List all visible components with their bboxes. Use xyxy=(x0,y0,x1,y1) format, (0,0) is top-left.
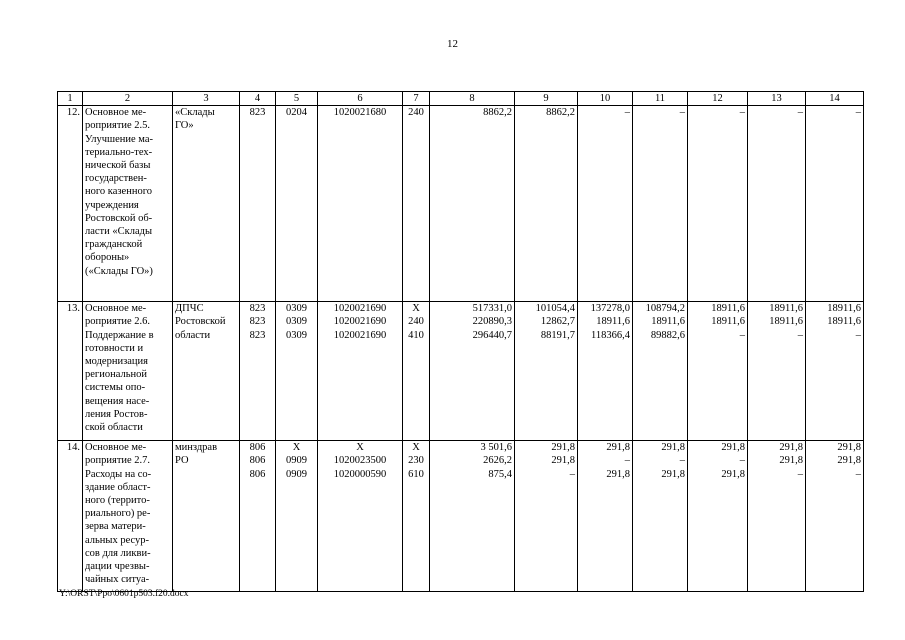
table-cell: 0204 xyxy=(276,106,318,120)
table-cell: 220890,3 xyxy=(430,315,515,328)
table-row xyxy=(58,441,864,455)
table-cell: Х xyxy=(318,441,403,455)
table-cell: 291,8 xyxy=(806,441,864,455)
empty-cell xyxy=(430,481,515,592)
table-cell: – xyxy=(578,106,633,120)
column-header: 10 xyxy=(578,92,633,106)
empty-cell xyxy=(403,119,430,301)
column-header: 5 xyxy=(276,92,318,106)
empty-cell xyxy=(688,342,748,441)
table-cell: 806 xyxy=(240,454,276,467)
table-cell: 291,8 xyxy=(748,454,806,467)
row-number: 14. xyxy=(58,441,83,592)
row-number: 12. xyxy=(58,106,83,302)
table-cell: 291,8 xyxy=(806,454,864,467)
table-cell: – xyxy=(633,106,688,120)
empty-cell xyxy=(578,119,633,301)
column-header: 12 xyxy=(688,92,748,106)
table-cell: – xyxy=(578,454,633,467)
column-header: 4 xyxy=(240,92,276,106)
table-cell: 291,8 xyxy=(633,441,688,455)
empty-cell xyxy=(515,481,578,592)
table-cell: 291,8 xyxy=(633,468,688,481)
empty-cell xyxy=(515,342,578,441)
empty-cell xyxy=(318,342,403,441)
column-header: 8 xyxy=(430,92,515,106)
empty-cell xyxy=(240,342,276,441)
table-cell: – xyxy=(688,454,748,467)
executor-name: ДПЧС Ростовской области xyxy=(173,302,240,441)
table-cell: 12862,7 xyxy=(515,315,578,328)
empty-cell xyxy=(806,481,864,592)
table-cell: 806 xyxy=(240,468,276,481)
empty-cell xyxy=(240,119,276,301)
table-cell: 0909 xyxy=(276,468,318,481)
table-cell: 0909 xyxy=(276,454,318,467)
table-cell: – xyxy=(688,329,748,342)
budget-table xyxy=(57,91,864,592)
table-cell: 875,4 xyxy=(430,468,515,481)
table-cell: 1020021690 xyxy=(318,302,403,316)
table-cell: 108794,2 xyxy=(633,302,688,316)
empty-cell xyxy=(806,342,864,441)
table-cell: 18911,6 xyxy=(688,315,748,328)
table-cell: 823 xyxy=(240,329,276,342)
empty-cell xyxy=(240,481,276,592)
table-cell: 610 xyxy=(403,468,430,481)
empty-cell xyxy=(688,119,748,301)
empty-cell xyxy=(430,119,515,301)
table-cell: – xyxy=(806,106,864,120)
table-cell: 291,8 xyxy=(688,441,748,455)
empty-cell xyxy=(276,481,318,592)
empty-cell xyxy=(688,481,748,592)
table-cell: – xyxy=(688,106,748,120)
table-row xyxy=(58,302,864,316)
table-cell: 291,8 xyxy=(515,441,578,455)
table-cell: 806 xyxy=(240,441,276,455)
table-cell: 18911,6 xyxy=(578,315,633,328)
table-cell: 137278,0 xyxy=(578,302,633,316)
table-cell: – xyxy=(748,468,806,481)
table-cell: Х xyxy=(403,302,430,316)
table-cell: 291,8 xyxy=(578,441,633,455)
table-cell: 1020021690 xyxy=(318,315,403,328)
table-cell: 0309 xyxy=(276,302,318,316)
table-cell: 18911,6 xyxy=(688,302,748,316)
table-header-row xyxy=(58,92,864,106)
footer-file-path: Y:\ORST\Ppo\0601p503.f20.docx xyxy=(59,589,189,599)
empty-cell xyxy=(318,481,403,592)
table-row xyxy=(58,106,864,120)
table-cell: 230 xyxy=(403,454,430,467)
table-cell: 291,8 xyxy=(578,468,633,481)
activity-description: Основное ме- роприятие 2.6. Поддержание в готовности и модернизация региональной системы опо- вещения насе- ления Ростов- ской области xyxy=(83,302,173,441)
empty-cell xyxy=(578,342,633,441)
empty-cell xyxy=(318,119,403,301)
column-header: 1 xyxy=(58,92,83,106)
table-cell: 1020000590 xyxy=(318,468,403,481)
empty-cell xyxy=(276,119,318,301)
column-header: 13 xyxy=(748,92,806,106)
empty-cell xyxy=(748,119,806,301)
empty-cell xyxy=(430,342,515,441)
table-cell: 1020023500 xyxy=(318,454,403,467)
table-cell: 8862,2 xyxy=(515,106,578,120)
table-cell: 89882,6 xyxy=(633,329,688,342)
table-cell: Х xyxy=(276,441,318,455)
column-header: 9 xyxy=(515,92,578,106)
table-cell: 823 xyxy=(240,302,276,316)
empty-cell xyxy=(748,481,806,592)
column-header: 2 xyxy=(83,92,173,106)
column-header: 11 xyxy=(633,92,688,106)
table-cell: 3 501,6 xyxy=(430,441,515,455)
activity-description: Основное ме- роприятие 2.5. Улучшение ма- териально-тех- нической базы государствен- ного казенного учреждения Ростовской об- ласти «Склады гражданской обороны» («Склады ГО») xyxy=(83,106,173,302)
table-cell: 1020021680 xyxy=(318,106,403,120)
table-cell: 18911,6 xyxy=(748,315,806,328)
empty-cell xyxy=(403,481,430,592)
empty-cell xyxy=(748,342,806,441)
table-cell: – xyxy=(515,468,578,481)
column-header: 7 xyxy=(403,92,430,106)
empty-cell xyxy=(806,119,864,301)
column-header: 6 xyxy=(318,92,403,106)
table-cell: 0309 xyxy=(276,315,318,328)
table-cell: 88191,7 xyxy=(515,329,578,342)
table-cell: 823 xyxy=(240,315,276,328)
empty-cell xyxy=(276,342,318,441)
table-cell: – xyxy=(806,468,864,481)
activity-description: Основное ме- роприятие 2.7. Расходы на со- здание област- ного (террито- риального) ре- зерва матери- альных ресур- сов для ликви- дации чрезвы- чайных ситуа- xyxy=(83,441,173,592)
table-cell: 18911,6 xyxy=(748,302,806,316)
table-cell: – xyxy=(748,106,806,120)
table-cell: – xyxy=(633,454,688,467)
empty-cell xyxy=(578,481,633,592)
table-cell: 118366,4 xyxy=(578,329,633,342)
table-cell: 8862,2 xyxy=(430,106,515,120)
table-cell: 291,8 xyxy=(748,441,806,455)
table-cell: – xyxy=(806,329,864,342)
row-number: 13. xyxy=(58,302,83,441)
table-cell: 823 xyxy=(240,106,276,120)
table-cell: 18911,6 xyxy=(633,315,688,328)
empty-cell xyxy=(403,342,430,441)
table-cell: – xyxy=(748,329,806,342)
table-cell: 517331,0 xyxy=(430,302,515,316)
empty-cell xyxy=(633,342,688,441)
table-cell: 18911,6 xyxy=(806,315,864,328)
table-cell: 296440,7 xyxy=(430,329,515,342)
table-cell: 291,8 xyxy=(515,454,578,467)
executor-name: «Склады ГО» xyxy=(173,106,240,302)
empty-cell xyxy=(633,119,688,301)
table-cell: 1020021690 xyxy=(318,329,403,342)
table-cell: 240 xyxy=(403,106,430,120)
column-header: 3 xyxy=(173,92,240,106)
empty-cell xyxy=(633,481,688,592)
table-cell: Х xyxy=(403,441,430,455)
table-cell: 101054,4 xyxy=(515,302,578,316)
table-cell: 2626,2 xyxy=(430,454,515,467)
table-cell: 410 xyxy=(403,329,430,342)
column-header: 14 xyxy=(806,92,864,106)
table-cell: 0309 xyxy=(276,329,318,342)
page-number: 12 xyxy=(447,38,458,50)
executor-name: минздрав РО xyxy=(173,441,240,592)
table-cell: 291,8 xyxy=(688,468,748,481)
table-cell: 240 xyxy=(403,315,430,328)
empty-cell xyxy=(515,119,578,301)
table-cell: 18911,6 xyxy=(806,302,864,316)
